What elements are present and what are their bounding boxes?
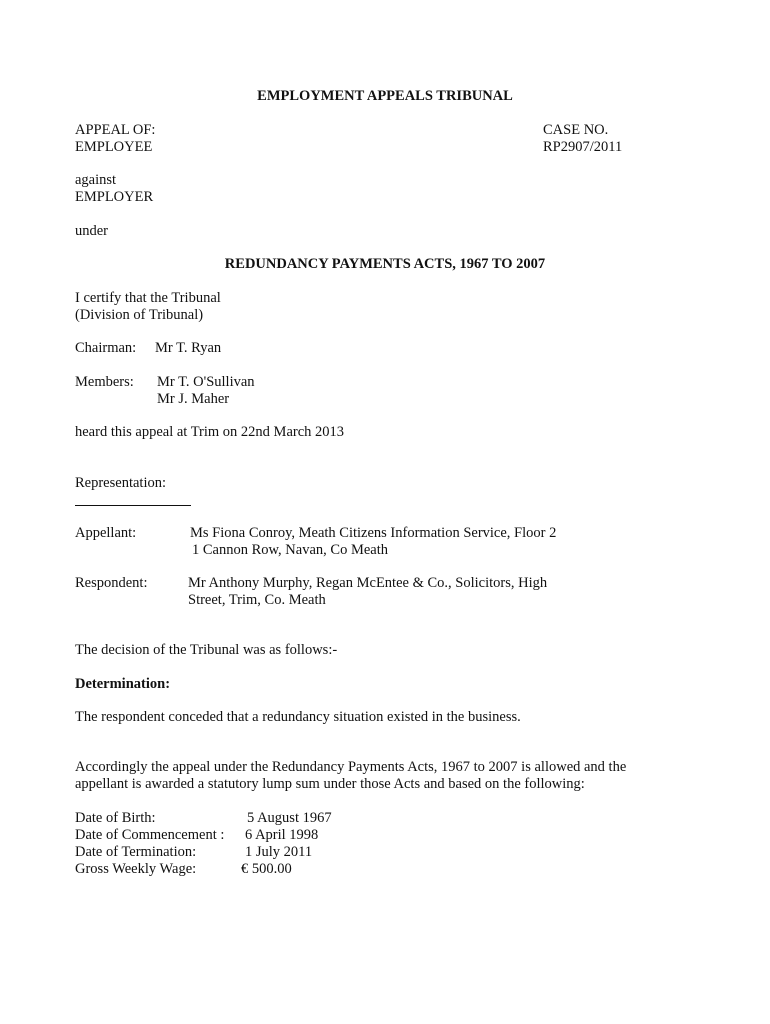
detail-label: Date of Termination: — [75, 844, 197, 860]
division-text: (Division of Tribunal) — [75, 307, 204, 323]
chairman-name: Mr T. Ryan — [155, 340, 222, 356]
determination-heading: Determination: — [75, 676, 171, 692]
respondent-address: Street, Trim, Co. Meath — [188, 592, 326, 608]
detail-value: 5 August 1967 — [247, 810, 332, 826]
hearing-text: heard this appeal at Trim on 22nd March 2013 — [75, 424, 345, 440]
members-label: Members: — [75, 374, 134, 390]
certify-text: I certify that the Tribunal — [75, 290, 221, 306]
representation-heading: Representation: — [75, 475, 167, 491]
case-number: RP2907/2011 — [543, 139, 623, 155]
member-name: Mr T. O'Sullivan — [157, 374, 255, 390]
award-paragraph-line: appellant is awarded a statutory lump sum under those Acts and based on the following: — [75, 776, 585, 792]
chairman-label: Chairman: — [75, 340, 137, 356]
appeal-of-label: APPEAL OF: — [75, 122, 156, 138]
under-text: under — [75, 223, 109, 239]
representation-underline — [75, 505, 191, 506]
decision-intro: The decision of the Tribunal was as follows:- — [75, 642, 338, 658]
detail-label: Date of Commencement : — [75, 827, 225, 843]
appellant-label: Appellant: — [75, 525, 137, 541]
employer-party: EMPLOYER — [75, 189, 154, 205]
case-no-label: CASE NO. — [543, 122, 609, 138]
detail-label: Gross Weekly Wage: — [75, 861, 197, 877]
employee-party: EMPLOYEE — [75, 139, 153, 155]
member-name: Mr J. Maher — [157, 391, 230, 407]
determination-paragraph: The respondent conceded that a redundancy situation existed in the business. — [75, 709, 521, 725]
detail-value: 6 April 1998 — [245, 827, 319, 843]
detail-value: 1 July 2011 — [245, 844, 313, 860]
appellant-address: 1 Cannon Row, Navan, Co Meath — [192, 542, 388, 558]
respondent-representative: Mr Anthony Murphy, Regan McEntee & Co., Solicitors, High — [188, 575, 548, 591]
detail-value: € 500.00 — [241, 861, 292, 877]
detail-label: Date of Birth: — [75, 810, 156, 826]
respondent-label: Respondent: — [75, 575, 148, 591]
acts-heading: REDUNDANCY PAYMENTS ACTS, 1967 TO 2007 — [224, 256, 546, 272]
document-title: EMPLOYMENT APPEALS TRIBUNAL — [257, 88, 513, 104]
award-paragraph-line: Accordingly the appeal under the Redundancy Payments Acts, 1967 to 2007 is allowed and the — [75, 759, 627, 775]
against-text: against — [75, 172, 117, 188]
appellant-representative: Ms Fiona Conroy, Meath Citizens Information Service, Floor 2 — [190, 525, 557, 541]
